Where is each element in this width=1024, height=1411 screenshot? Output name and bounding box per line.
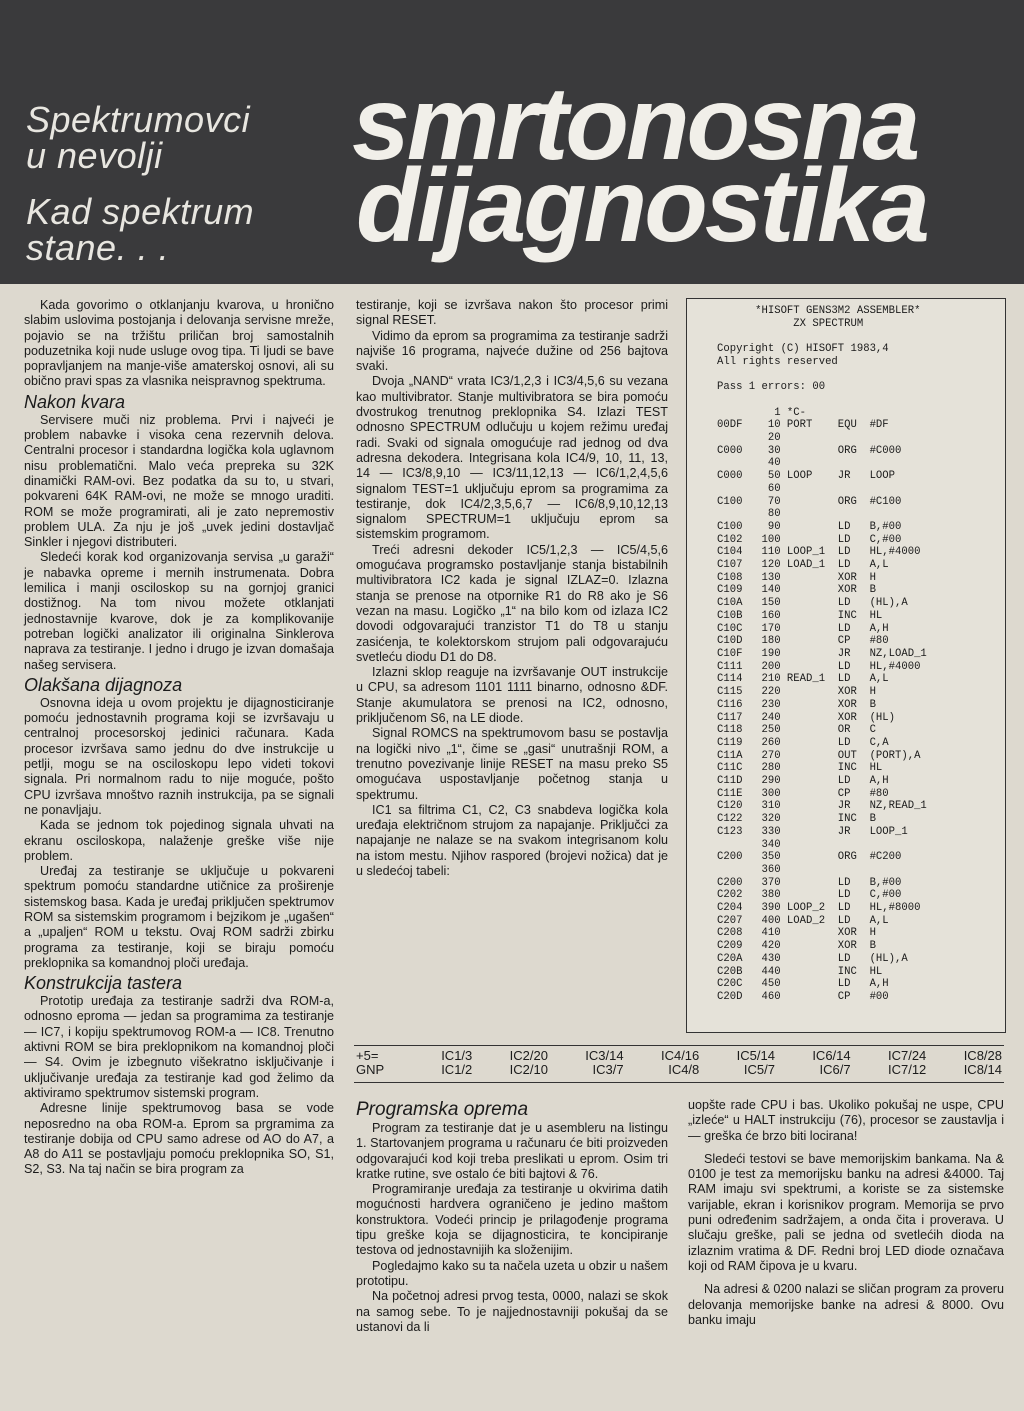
column-1: [24, 298, 334, 1178]
paragraph: Vidimo da eprom sa programima za testiranje sadrži najviše 16 programa, najveće dužine od 256 bajtova svaki.: [356, 328, 668, 374]
paragraph: testiranje, koji se izvršava nakon što procesor primi signal RESET.: [356, 298, 668, 328]
paragraph: Signal ROMCS na spektrumovom basu se postavlja na logički nivo „1“, čime se „gasi“ unutrašnji ROM, a trenutno povezivanje linije RESET na masu preko S5 omogućava uspostavljanje početnog stanja u spektrumu.: [356, 726, 668, 802]
kicker-line-2: u nevolji: [26, 135, 163, 176]
table-row-label: GNP: [356, 1062, 385, 1077]
paragraph: Pogledajmo kako su ta načela uzeta u obzir u našem prototipu.: [356, 1258, 668, 1288]
paragraph: Prototip uređaja za testiranje sadrži dva ROM-a, odnosno eproma — jedan sa programima za testiranje — IC7, i kopiju spektrumovog ROM-a — IC8. Trenutno aktivni ROM se bira preklopnikom na komandnoj ploči — S4. Ovim je izbegnuto višekratno isključivanje i uključivanje uređaja za testiranje kad god želimo da aktiviramo spektrumov sistemski program.: [24, 994, 334, 1100]
table-cell: IC1/2: [441, 1062, 473, 1077]
paragraph: Kada govorimo o otklanjanju kvarova, u hronično slabim uslovima postojanja i delovanja servisne mreže, pojavio se na tržištu priličan broj samostalnih poduzetnika koji nude usluge ovog tipa. Ti ljudi se bave popravljanjem na manje-više amaterskoj osnovi, ali su obično pravi spas za vlasnika neispravnog spektruma.: [24, 298, 334, 389]
table-cell: IC2/10: [509, 1062, 548, 1077]
paragraph: Program za testiranje dat je u asembleru na listingu 1. Startovanjem programa u računaru će biti proizveden odgovarajući kod koji treba preslikati u eprom. Osim tri kratke rutine, sve ostalo će biti bajtovi & 76.: [356, 1121, 668, 1181]
paragraph: Na početnoj adresi prvog testa, 0000, nalazi se skok na samog sebe. To je najjednostavniji pokušaj da se ustanovi da li: [356, 1289, 668, 1334]
paragraph: Sledeći testovi se bave memorijskim bankama. Na & 0100 je test za memorijsku banku na adresi &4000. Taj RAM imaju svi spektrumi, a koriste se za sistemske varijable, ekran i korisnikov program. Memorija se prvo puni određenim sadržajem, a onda čita i proverava. U slučaju greške, pali se jedna od svetlećih dioda na izlaznim vratima & DF. Redni broj LED diode označava koji od RAM čipova je u kvaru.: [688, 1151, 1004, 1273]
kicker-line-1: Spektrumovci: [26, 99, 251, 140]
title-line-2: dijagnostika: [356, 148, 927, 264]
paragraph: uopšte rade CPU i bas. Ukoliko pokušaj ne uspe, CPU „izleće“ u HALT instrukciju (76), procesor se zaustavlja i — greška će brzo biti locirana!: [688, 1098, 1004, 1143]
assembler-listing: [686, 298, 1006, 1033]
table-cell: IC8/28: [963, 1048, 1002, 1063]
paragraph: Na adresi & 0200 nalazi se sličan program za proveru delovanja memorijske banke na adresi & 8000. Ovu banku imaju: [688, 1282, 1004, 1327]
table-cell: IC6/7: [819, 1062, 851, 1077]
table-row-label: +5=: [356, 1048, 379, 1063]
paragraph: Uređaj za testiranje se uključuje u pokvareni spektrum pomoću standardne utičnice za proširenje sistemskog basa. Kada je uređaj priključen spektrumov ROM sa sistemskim programom i bejzikom je „ugašen“ a „upaljen“ ROM u tekstu. Ovaj ROM sadrži zbirku programa za testiranje, koji se biraju pomoću preklopnika sa komandnoj ploči uređaja.: [24, 864, 334, 970]
subheading-nakon-kvara: Nakon kvara: [24, 391, 126, 412]
table-cell: IC5/14: [736, 1048, 775, 1063]
kicker-line-4: stane. . .: [26, 227, 170, 268]
table-cell: IC1/3: [441, 1048, 473, 1063]
table-cell: IC4/8: [668, 1062, 700, 1077]
table-rule-bottom: [354, 1082, 1004, 1083]
title-line-1: smrtonosna: [352, 66, 918, 182]
paragraph: Adresne linije spektrumovog basa se vode neposredno na oba ROM-a. Eprom sa prgramima za testiranje dobija od CPU samo adrese od AO do A7, a A8 do A11 se postavljaju pomoću preklopnika SO, S1, S2, S3. Na taj način se bira program za: [24, 1101, 334, 1177]
power-pin-table: [354, 1049, 1004, 1077]
paragraph: Treći adresni dekoder IC5/1,2,3 — IC5/4,5,6 omogućava programsko postavljanje stanja bistabilnih multivibratora IC2 kada je signal IZLAZ=0. Izlazna stanja se prenose na otpornike R1 do R8 ako je S6 vezan na masu. Logičko „1“ na bilo kom od izlaza IC2 dovodi odgovarajući tranzistor T1 do T8 u stanju zasićenja, te kolektorskom strujom pali odgovarajuću svetleću diodu D1 do D8.: [356, 542, 668, 664]
table-row: [354, 1049, 1004, 1063]
paragraph: Sledeći korak kod organizovanja servisa „u garaži“ je nabavka opreme i mernih instrumenata. Dobra lemilica i manji osciloskop su na gornjoj granici dostižnog. Na tom nivou možete otklanjati jednostavnije kvarove, dok je za komplikovanije potreban logički analizator ili originalna Sinklerova naprava za testiranje. I jedno i drugo je izvan domašaja našeg servisera.: [24, 550, 334, 672]
table-row: [354, 1063, 1004, 1077]
table-cell: IC4/16: [660, 1048, 700, 1063]
paragraph: Osnovna ideja u ovom projektu je dijagnosticiranje pomoću jednostavnih programa koji se izvršavaju u centralnoj procesorskoj jedinici računara. Kada procesor izvršava samo jednu do dve instrukcije u petlji, mogu se na osciloskopu lepo videti tokovi signala. Pri normalnom radu to nije moguće, pošto CPU izvršava mnoštvo raznih instrukcija, pa se signali ne ponavljaju.: [24, 695, 334, 817]
table-rule-top: [354, 1045, 1004, 1046]
paragraph: Izlazni sklop reaguje na izvršavanje OUT instrukcije u CPU, sa adresom 1101 1111 binarno, odnosno &DF. Stanje akumulatora se prenosi na IC2, odnosno, priključenom S6, na LE diode.: [356, 665, 668, 726]
table-cell: IC2/20: [509, 1048, 548, 1063]
column-3-bottom: [688, 1098, 1004, 1328]
subheading-konstrukcija-tastera: Konstrukcija tastera: [24, 973, 183, 994]
paragraph: IC1 sa filtrima C1, C2, C3 snabdeva logička kola uređaja električnom strujom za napajanje. Priključci za napajanje ne nalaze se na svakom integrisanom kolu na istom mestu. Njihov raspored (brojevi nožica) dat je u sledećoj tabeli:: [356, 802, 668, 878]
table-cell: IC3/14: [585, 1048, 624, 1063]
table-cell: IC6/14: [812, 1048, 851, 1063]
table-cell: IC7/24: [887, 1048, 927, 1063]
paragraph: Servisere muči niz problema. Prvi i najveći je problem nabavke i visoka cena rezervnih delova. Centralni procesor i standardna logička kola uglavnom nisu problematični. Malo veća prepreka su 32K dinamički RAM-ovi. Bez podatka da su to, u stvari, pokvareni 64K RAM-ovi, ne može se mnogo uraditi. ROM se može programirati, ali je zato nepremostiv problem ULA. Za nju je još „uvek jedini dostavljač Sinkler i njegovi distributeri.: [24, 412, 334, 550]
listing-text: *HISOFT GENS3M2 ASSEMBLER* ZX SPECTRUM Copyright (C) HISOFT 1983,4 All rights reserved Pass 1 errors: 00 1 *C- 00DF 10 PORT EQU #DF 20 C000 30 ORG #C000 40 C000 50 LOOP JR LOOP 60 C100 70 ORG #C100 80 C100 90 LD B,#00 C102 100 LD C,#00 C104 110 LOOP_1 LD HL,#4000 C107 120 LOAD_1 LD A,L C108 130 XOR H C109 140 XOR B C10A 150 LD (HL),A C10B 160 INC HL C10C 170 LD A,H C10D 180 CP #80 C10F 190 JR NZ,LOAD_1 C111 200 LD HL,#4000 C114 210 READ_1 LD A,L C115 220 XOR H C116 230 XOR B C117 240 XOR (HL) C118 250 OR C C119 260 LD C,A C11A 270 OUT (PORT),A C11C 280 INC HL C11D 290 LD A,H C11E 300 CP #80 C120 310 JR NZ,READ_1 C122 320 INC B C123 330 JR LOOP_1 340 C200 350 ORG #C200 360 C200 370 LD B,#00 C202 380 LD C,#00 C204 390 LOOP_2 LD HL,#8000 C207 400 LOAD_2 LD A,L C208 410 XOR H C209 420 XOR B C20A 430 LD (HL),A C20B 440 INC HL C20C 450 LD A,H C20D 460 CP #00: [717, 305, 927, 1003]
table-cell: IC8/14: [963, 1062, 1002, 1077]
subheading-programska-oprema: Programska oprema: [356, 1099, 529, 1120]
header-banner: [0, 0, 1024, 284]
column-2: [356, 298, 668, 879]
paragraph: Kada se jednom tok pojedinog signala uhvati na ekranu osciloskopa, nalaženje greške više nije problem.: [24, 818, 334, 863]
table-cell: IC3/7: [592, 1062, 624, 1077]
paragraph: Dvoja „NAND“ vrata IC3/1,2,3 i IC3/4,5,6 su vezana kao multivibrator. Stanje multivibratora se bira pomoću dvostrukog trenutnog preklopnika S4. Izlazi TEST odnosno SPECTRUM odlučuju u kojem režimu uređaj radi. Svaki od signala omogućuje rad jednog od dva adresna dekodera. Integrisana kola IC4/9, 10, 11, 13, 14 — IC3/8,9,10 — IC3/11,12,13 — IC6/1,2,4,5,6 signalom TEST=1 uključuju eprom sa programima za testiranje, dok IC4/2,3,5,6,7 — IC6/8,9,10,12,13 signalom SPECTRUM=1 uključuju eprom sa sistemskim programom.: [356, 374, 668, 542]
subheading-olaksana-dijagnoza: Olakšana dijagnoza: [24, 674, 183, 695]
table-cell: IC5/7: [743, 1062, 775, 1077]
table-cell: IC7/12: [887, 1062, 927, 1077]
column-2-bottom: [356, 1098, 668, 1335]
kicker-line-3: Kad spektrum: [26, 191, 255, 232]
paragraph: Programiranje uređaja za testiranje u okvirima datih mogućnosti hardvera ograničeno je jedino maštom konstruktora. Vodeći princip je prilagođenje programa tipu greške koja se dijagnosticira, te koncipiranje testova od jednostavnijih ka složenijim.: [356, 1182, 668, 1258]
